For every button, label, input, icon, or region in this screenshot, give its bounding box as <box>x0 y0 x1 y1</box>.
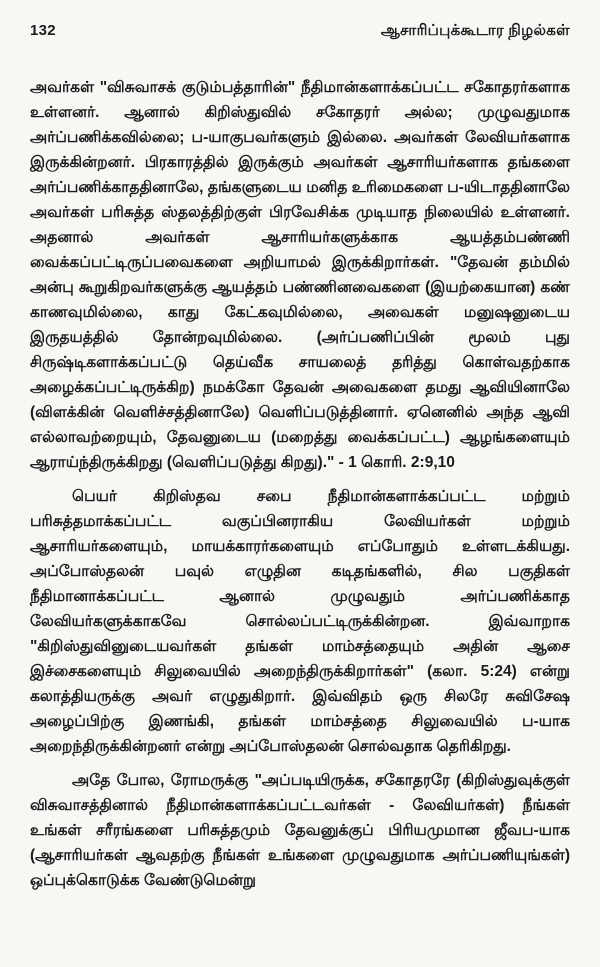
page-number: 132 <box>30 22 56 39</box>
page-header <box>30 22 570 41</box>
running-header-title: ஆசாரிப்புக்கூடார நிழல்கள் <box>380 22 570 39</box>
paragraph-1: அவர்கள் "விசுவாசக் குடும்பத்தாரின்" நீதிமான்களாக்கப்பட்ட சகோதரர்களாக உள்ளனர். ஆனால் கிறிஸ்துவில் சகோதரர் அல்ல; முழுவதுமாக அர்ப்பணிக்கவில்லை; ப-யாகுபவர்களும் இல்லை. அவர்கள் லேவியர்களாக இருக்கின்றனர். பிரகாரத்தில் இருக்கும் அவர்கள் ஆசாரியர்களாக தங்களை அர்ப்பணிக்காததினாலே, தங்களுடைய மனித உரிமைகளை ப-யிடாததினாலே அவர்கள் பரிசுத்த ஸ்தலத்திற்குள் பிரவேசிக்க முடியாத நிலையில் உள்ளனர். அதனால் அவர்கள் ஆசாரியர்களுக்காக ஆயத்தம்பண்ணி வைக்கப்பட்டிருப்பவைகளை அறியாமல் இருக்கிறார்கள். "தேவன் தம்மில் அன்பு கூறுகிறவர்களுக்கு ஆயத்தம் பண்ணினவைகளை (இயற்கையான) கண் காணவுமில்லை, காது கேட்கவுமில்லை, அவைகள் மனுஷனுடைய இருதயத்தில் தோன்றவுமில்லை. (அர்ப்பணிப்பின் மூலம் புது சிருஷ்டிகளாக்கப்பட்டு தெய்வீக சாயலைத் தரித்து கொள்வதற்காக அழைக்கப்பட்டிருக்கிற) நமக்கோ தேவன் அவைகளை தமது ஆவியினாலே (விளக்கின் வெளிச்சத்தினாலே) வெளிப்படுத்தினார். ஏனெனில் அந்த ஆவி எல்லாவற்றையும், தேவனுடைய (மறைத்து வைக்கப்பட்ட) ஆழங்களையும் ஆராய்ந்திருக்கிறது (வெளிப்படுத்து கிறது)." - 1 கொரி. 2:9,10 <box>30 79 570 471</box>
page-body <box>30 75 570 893</box>
paragraph-3: அதே போல, ரோமருக்கு "அப்படியிருக்க, சகோதரரே (கிறிஸ்துவுக்குள் விசுவாசத்தினால் நீதிமான்களாக்கப்பட்டவர்கள் - லேவியர்கள்) நீங்கள் உங்கள் சரீரங்களை பரிசுத்தமும் தேவனுக்குப் பிரியமுமான ஜீவப-யாக (ஆசாரியர்கள் ஆவதற்கு நீங்கள் உங்களை முழுவதுமாக அர்ப்பணியுங்கள்) ஒப்புக்கொடுக்க வேண்டுமென்று <box>30 772 570 889</box>
paragraph-2: பெயர் கிறிஸ்தவ சபை நீதிமான்களாக்கப்பட்ட மற்றும் பரிசுத்தமாக்கப்பட்ட வகுப்பினராகிய லேவியர்கள் மற்றும் ஆசாரியர்களையும், மாயக்காரர்களையும் எப்போதும் உள்ளடக்கியது. அப்போஸ்தலன் பவுல் எழுதின கடிதங்களில், சில பகுதிகள் நீதிமானாக்கப்பட்ட ஆனால் முழுவதும் அர்ப்பணிக்காத லேவியர்களுக்காகவே சொல்லப்பட்டிருக்கின்றன. இவ்வாறாக "கிறிஸ்துவினுடையவர்கள் தங்கள் மாம்சத்தையும் அதின் ஆசை இச்சைகளையும் சிலுவையில் அறைந்திருக்கிறார்கள்" (கலா. 5:24) என்று கலாத்தியருக்கு அவர் எழுதுகிறார். இவ்விதம் ஒரு சிலரே சுவிசேஷ அழைப்பிற்கு இணங்கி, தங்கள் மாம்சத்தை சிலுவையில் ப-யாக அறைந்திருக்கின்றனர் என்று அப்போஸ்தலன் சொல்வதாக தெரிகிறது. <box>30 488 570 755</box>
